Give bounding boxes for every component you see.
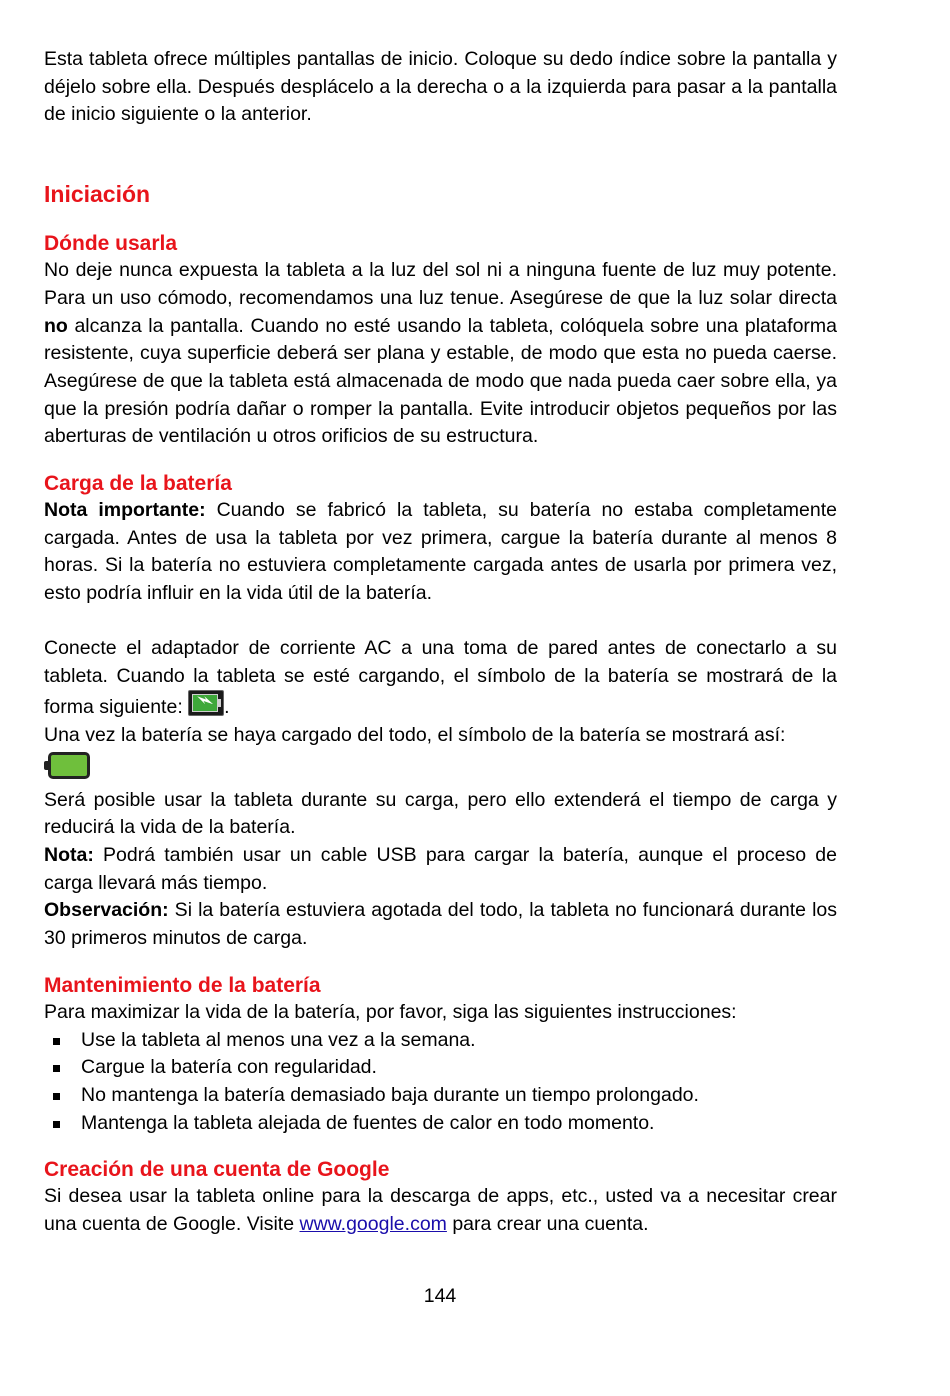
intro-paragraph: Esta tableta ofrece múltiples pantallas de inicio. Coloque su dedo índice sobre la pantalla y déjelo sobre ella. Después desplácelo a la derecha o a la izquierda para pasar a la pantalla de inicio siguiente o la anterior.: [44, 48, 837, 126]
list-item: Mantenga la tableta alejada de fuentes de calor en todo momento.: [44, 1110, 837, 1138]
google-paragraph: Si desea usar la tableta online para la descarga de apps, etc., usted va a necesitar crear una cuenta de Google. Visite www.google.com para crear una cuenta.: [44, 1185, 837, 1236]
bullet-square-icon: [53, 1121, 60, 1128]
mantenimiento-list: [44, 1027, 837, 1138]
una-vez-paragraph: Una vez la batería se haya cargado del todo, el símbolo de la batería se mostrará así:: [44, 723, 786, 746]
mantenimiento-title: Mantenimiento de la batería: [44, 973, 321, 997]
google-link[interactable]: www.google.com: [299, 1213, 447, 1236]
observacion-label: Observación:: [44, 899, 169, 922]
bullet-square-icon: [53, 1065, 60, 1072]
list-item: No mantenga la batería demasiado baja durante un tiempo prolongado.: [44, 1082, 837, 1110]
nota2-label: Nota:: [44, 844, 94, 867]
sera-paragraph: Será posible usar la tableta durante su carga, pero ello extenderá el tiempo de carga y reducirá la vida de la batería.: [44, 788, 837, 839]
nota-label: Nota importante:: [44, 499, 206, 522]
list-item: Cargue la batería con regularidad.: [44, 1054, 837, 1082]
carga-title: Carga de la batería: [44, 472, 232, 496]
section-title: Iniciación: [44, 181, 151, 208]
page-number: 144: [423, 1285, 457, 1307]
document-page: [44, 46, 837, 1239]
conecte-paragraph: Conecte el adaptador de corriente AC a una toma de pared antes de conectarlo a su tableta. Cuando la tableta se esté cargando, el símbolo de la batería se mostrará de la forma siguiente: .: [44, 636, 837, 719]
list-item: Use la tableta al menos una vez a la semana.: [44, 1027, 837, 1055]
carga-nota-paragraph: Nota importante: Cuando se fabricó la tableta, su batería no estaba completamente cargada. Antes de usa la tableta por vez primera, cargue la batería durante al menos 8 horas. Si la batería no estuviera completamente cargada antes de usarla por primera vez, esto podría influir en la vida útil de la batería.: [44, 499, 838, 605]
bullet-square-icon: [53, 1093, 60, 1100]
bullet-square-icon: [53, 1038, 60, 1045]
mantenimiento-intro: Para maximizar la vida de la batería, por favor, siga las siguientes instrucciones:: [44, 1000, 737, 1023]
observacion-paragraph: Observación: Si la batería estuviera agotada del todo, la tableta no funcionará durante los 30 primeros minutos de carga.: [44, 899, 837, 950]
donde-bold: no: [44, 314, 68, 337]
donde-title: Dónde usarla: [44, 232, 178, 256]
battery-full-icon: [48, 752, 90, 779]
donde-paragraph: No deje nunca expuesta la tableta a la luz del sol ni a ninguna fuente de luz muy potente. Para un uso cómodo, recomendamos una luz tenue. Asegúrese de que la luz solar directa no alcanza la pantalla. Cuando no esté usando la tableta, colóquela sobre una plataforma resistente, cuya superficie deberá ser plana y estable, de modo que esta no pueda caerse. Asegúrese de que la tableta está almacenada de modo que nada pueda caer sobre ella, ya que la presión podría dañar o romper la pantalla. Evite introducir objetos pequeños por las aberturas de ventilación u otros orificios de su estructura.: [44, 259, 837, 448]
battery-charging-icon: [188, 690, 224, 716]
google-title: Creación de una cuenta de Google: [44, 1158, 390, 1182]
nota2-paragraph: Nota: Podrá también usar un cable USB para cargar la batería, aunque el proceso de carga llevará más tiempo.: [44, 844, 837, 894]
